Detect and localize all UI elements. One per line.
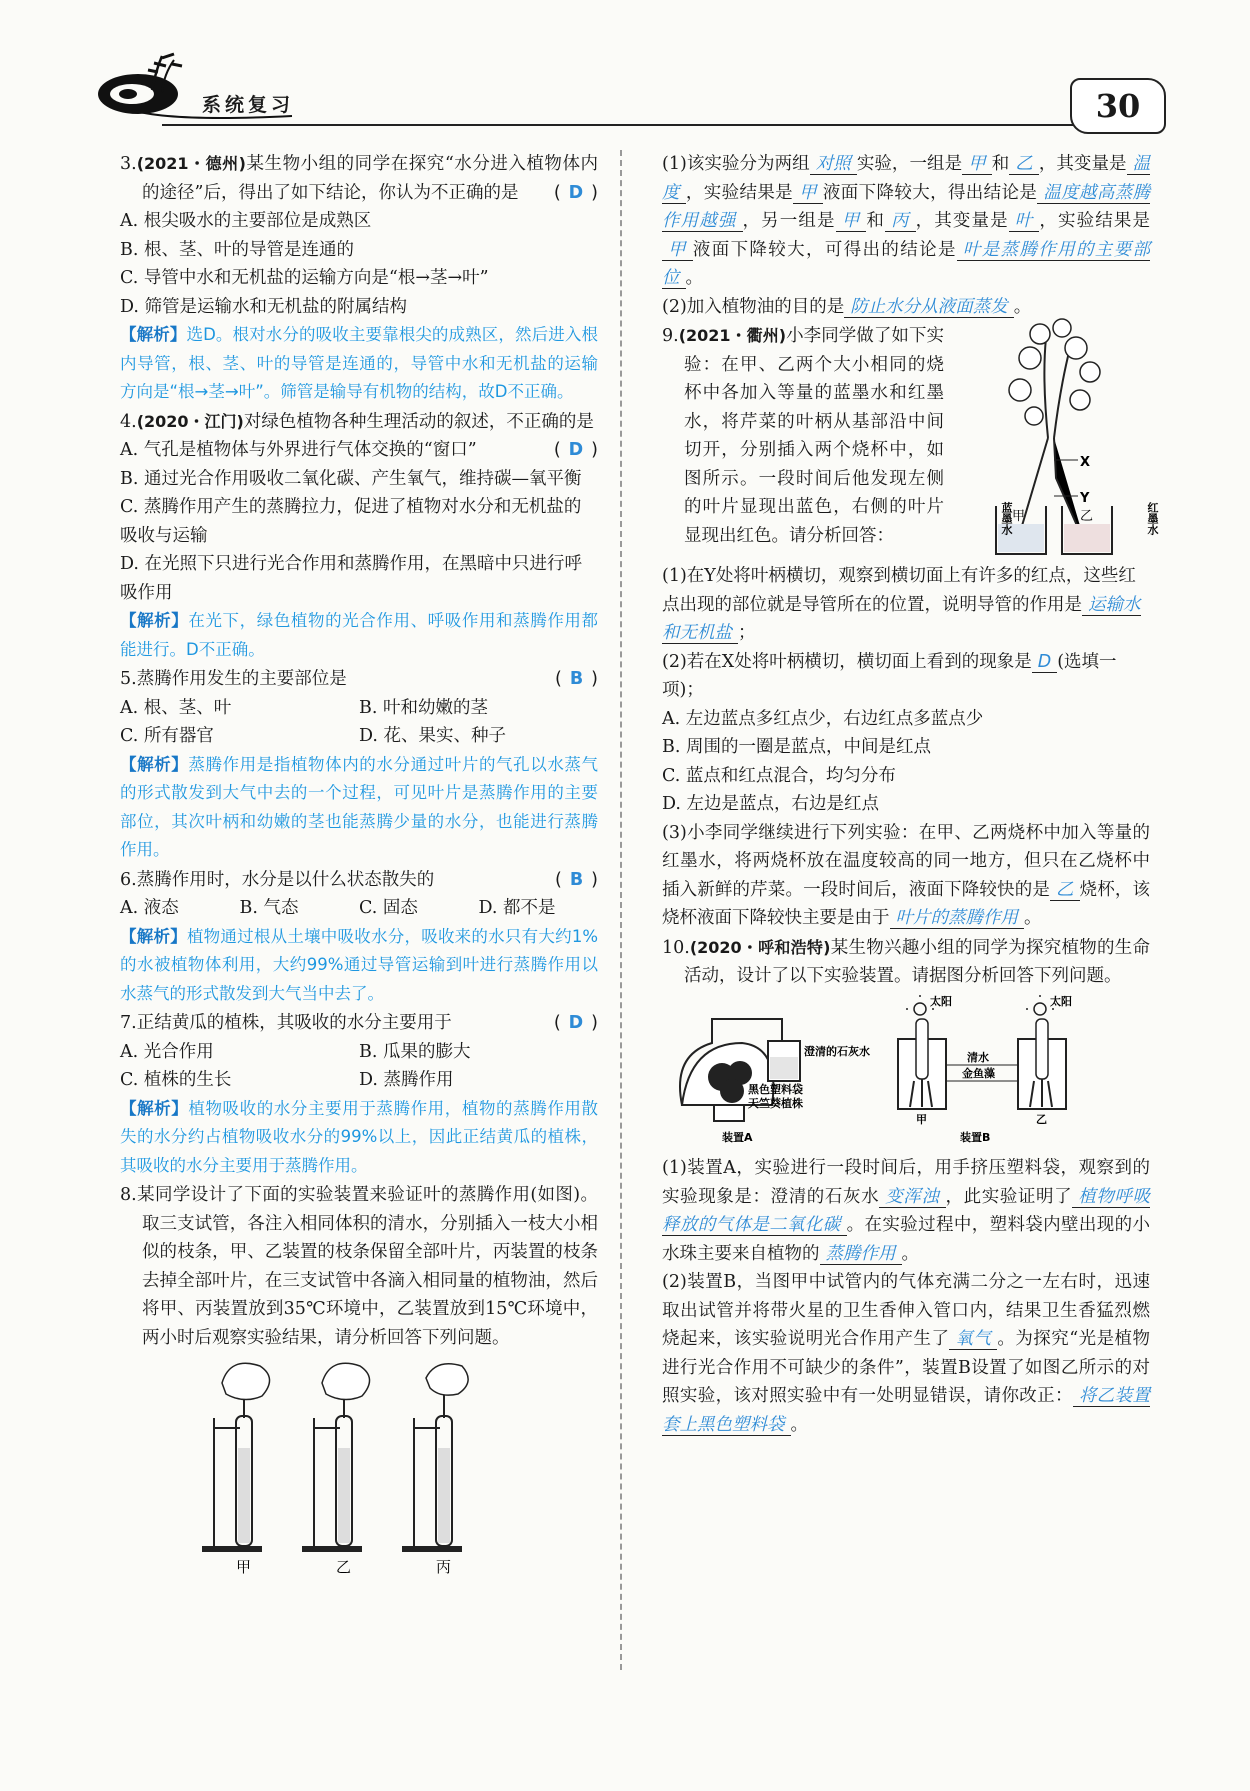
option: A. 光合作用 [120,1041,214,1062]
analysis-text: 选D。根对水分的吸收主要靠根尖的成熟区，然后进入根内导管，根、茎、叶的导管是连通的，导管中水和无机盐的运输方向是“根→茎→叶”。筛管是输导有机物的结构，故D不正确。 [120,325,598,401]
analysis-text: 植物通过根从土壤中吸收水分，吸收来的水只有大约1%的水被植物体利用，大约99%通过导管运输到叶进行蒸腾作用以水蒸气的形式散发到大气当中去了。 [120,926,598,1003]
handwritten-answer: 防止水分从液面蒸发 [844,297,1014,318]
question-text: 对绿色植物各种生理活动的叙述，不正确的是 [243,411,594,432]
handwritten-answer: 变浑浊 [879,1187,945,1208]
analysis [120,923,598,1009]
question-9-part-1 [662,562,1150,648]
blue-ink-label-text: 蓝墨水 [980,502,1013,515]
text: (1)该实验分为两组 [662,154,810,174]
answer-box: ( D ) [553,440,598,460]
option: B. 根、茎、叶的导管是连通的 [120,239,354,260]
text: 液面下降较大，可得出的结论是 [692,239,957,260]
text: (2)若在X处将叶柄横切，横切面上看到的现象是 [662,651,1032,672]
option: D. 蒸腾作用 [359,1070,454,1090]
handwritten-answer: 丙 [885,211,916,232]
text: 和 [866,211,885,231]
text: 液面下降较大，得出结论是 [822,182,1038,203]
option: D. 花、果实、种子 [359,726,507,746]
question-3 [120,150,598,407]
label-x: X [1080,455,1091,470]
question-source: (2021・德州) [136,154,246,173]
option: D. 左边是蓝点，右边是红点 [662,794,880,814]
device-figure [662,995,1132,1145]
text: (2)加入植物油的目的是 [662,296,845,317]
question-number: 3. [120,154,137,174]
question-8-answers [662,150,1150,321]
option: D. 都不是 [478,898,556,918]
question-10-part-1 [662,1154,1150,1268]
header-rule [162,124,1082,126]
text: 和 [991,154,1010,174]
analysis-tag: 【解析】 [120,325,187,344]
question-5 [120,665,598,865]
option: D. 筛管是运输水和无机盐的附属结构 [120,296,408,317]
question-number: 4. [120,411,137,432]
celery-figure [950,318,1159,558]
handwritten-answer: 将乙装置套上黑色塑料袋 [662,1386,1151,1435]
question-source: (2020・江门) [136,411,244,431]
answer: D [568,182,584,203]
device-a [680,1019,870,1144]
question-text: 某同学设计了下面的实验装置来验证叶的蒸腾作用(如图)。取三支试管，各注入相同体积的清水，分别插入一枝大小相似的枝条，甲、乙装置的枝条保留全部叶片，丙装置的枝条去掉全部叶片，在三支试管中各滴入相同量的植物油，然后将甲、丙装置放到35℃环境中，乙装置放到15℃环境中，两小时后观察实验结果，请分析回答下列问题。 [136,1185,598,1348]
analysis [120,1095,598,1181]
question-8 [120,1181,598,1588]
option: A. 根、茎、叶 [120,697,232,718]
red-ink-label [1126,501,1159,536]
option: C. 固态 [359,898,418,918]
text: ，实验结果是 [1039,211,1151,231]
text: ，其变量是 [915,211,1009,231]
question-3-stem [120,150,598,207]
analysis-tag: 【解析】 [120,1098,189,1118]
right-column [662,150,1159,1440]
question-text: 蒸腾作用时，水分是以什么状态散失的 [136,869,435,890]
handwritten-answer: 氧气 [949,1329,997,1350]
sun-label-1: 太阳 [930,994,952,1008]
text: ，实验结果是 [685,182,794,203]
option: A. 气孔是植物体与外界进行气体交换的“窗口” [120,440,477,460]
test-tube-apparatus-yi [302,1363,370,1552]
red-ink-label-text: 红墨水 [1126,502,1159,515]
cup-label-jia: 甲 [1012,509,1026,524]
label-y: Y [1080,491,1090,506]
answer: D [568,440,584,460]
page-header [92,52,1172,132]
analysis [120,607,598,664]
option: B. 周围的一圈是蓝点，中间是红点 [662,737,931,757]
answer: B [569,869,584,890]
question-9 [662,322,1159,933]
text: 烧杯，该烧杯液面下降较快主要是由于 [662,879,1151,928]
text: 实验，一组是 [856,154,963,174]
handwritten-answer: 叶片的蒸腾作用 [890,908,1025,929]
question-10-stem [662,934,1150,991]
test-tube-apparatus-bing [402,1364,468,1552]
option: C. 所有器官 [120,726,214,746]
handwritten-answer: 叶是蒸腾作用的主要部位 [662,239,1151,288]
question-9-part-3 [662,819,1150,933]
cup-label-yi: 乙 [1080,509,1094,524]
text: 。为探究“光是植物进行光合作用不可缺少的条件”，装置B设置了如图乙所示的对照实验，该对照实验中有一处明显错误，请你改正： [662,1329,1151,1406]
handwritten-answer: 温度越高蒸腾作用越强 [662,182,1151,231]
question-9-part-2 [662,648,1150,705]
analysis-text: 在光下，绿色植物的光合作用、呼吸作用和蒸腾作用都能进行。D不正确。 [120,611,599,659]
question-number: 10. [662,937,690,958]
black-bag-label: 黑色塑料袋 [748,1082,803,1096]
handwritten-answer: 甲 [793,183,823,204]
option: A. 根尖吸水的主要部位是成熟区 [120,211,372,231]
option: B. 气态 [239,898,299,918]
limewater-label: 澄清的石灰水 [804,1044,870,1058]
question-source: (2021・衢州) [678,326,787,345]
handwritten-answer: 甲 [662,240,693,261]
option: A. 左边蓝点多红点少，右边红点多蓝点少 [662,708,984,729]
handwritten-answer: 蒸腾作用 [820,1244,902,1265]
plant-label: 天竺葵植株 [748,1096,803,1110]
figure-label-bing: 丙 [436,1558,452,1576]
handwritten-answer: D [1032,652,1057,673]
handwritten-answer: 乙 [1009,154,1039,175]
handwritten-answer: 甲 [836,211,867,232]
question-8-part-1 [662,150,1150,293]
question-text: 某生物小组的同学在探究“水分进入植物体内的途径”后，得出了如下结论，你认为不正确的是 [142,154,598,203]
column-divider [620,150,622,1670]
header-title: 系统复习 [202,94,295,116]
option-row [120,894,598,923]
option: D. 在光照下只进行光合作用和蒸腾作用，在黑暗中只进行呼吸作用 [120,554,583,603]
device-a-label: 装置A [722,1130,753,1144]
option-row [120,722,598,751]
algae-label: 金鱼藻 [962,1066,995,1080]
page-number: 30 [1070,78,1166,134]
analysis-tag: 【解析】 [120,926,187,946]
device-b [898,994,1072,1144]
handwritten-answer: 温度 [662,154,1151,203]
question-number: 8. [120,1185,137,1205]
question-number: 9. [662,326,679,346]
question-source: (2020・呼和浩特) [689,937,831,957]
handwritten-answer: 对照 [810,154,857,175]
answer-box: ( D ) [553,182,598,203]
text: ，其变量是 [1038,154,1127,174]
question-text: 蒸腾作用发生的主要部位是 [136,669,347,689]
analysis [120,321,598,407]
question-8-stem [120,1181,598,1352]
handwritten-answer: 植物呼吸释放的气体是二氧化碳 [662,1186,1151,1235]
analysis-tag: 【解析】 [120,611,189,630]
answer-box: ( B ) [555,869,598,890]
test-tube-figure [200,1358,500,1578]
text: ； [738,623,756,643]
question-6-stem [120,866,598,895]
answer: B [569,669,584,689]
question-text: 小李同学做了如下实验：在甲、乙两个大小相同的烧杯中各加入等量的蓝墨水和红墨水，将芹菜的叶柄从基部沿中间切开，分别插入两个烧杯中，如图所示。一段时间后他发现左侧的叶片显现出蓝色，右侧的叶片显现出红色。请分析回答： [684,326,944,546]
text: (选填一项)； [662,651,1117,700]
option-row [120,694,598,723]
answer: D [568,1013,584,1033]
text: (1)在Y处将叶柄横切，观察到横切面上有许多的红点，这些红点出现的部位就是导管所在的位置，说明导管的作用是 [662,566,1136,615]
device-b-label: 装置B [960,1130,991,1144]
question-10 [662,934,1150,1440]
handwritten-answer: 运输水和无机盐 [662,594,1141,643]
answer-box: ( B ) [555,669,598,689]
sun-label-2: 太阳 [1050,994,1072,1008]
figure-label-jia: 甲 [236,1558,252,1576]
water-label: 清水 [967,1050,989,1064]
text: (1)装置A，实验进行一段时间后，用手挤压塑料袋，观察到的实验现象是：澄清的石灰水 [662,1158,1150,1207]
analysis [120,751,598,865]
analysis-text: 蒸腾作用是指植物体内的水分通过叶片的气孔以水蒸气的形式散发到大气中去的一个过程，可见叶片是蒸腾作用的主要部位，其次叶柄和幼嫩的茎也能蒸腾少量的水分，也能进行蒸腾作用。 [120,754,599,859]
question-7-stem [120,1009,598,1038]
question-4 [120,408,598,665]
analysis-text: 植物吸收的水分主要用于蒸腾作用，植物的蒸腾作用散失的水分约占植物吸收水分的99%以上，因此正结黄瓜的植株，其吸收的水分主要用于蒸腾作用。 [120,1098,599,1175]
text: (3)小李同学继续进行下列实验：在甲、乙两烧杯中加入等量的红墨水，将两烧杯放在温度较高的同一地方，但只在乙烧杯中插入新鲜的芹菜。一段时间后，液面下降较快的是 [662,822,1150,900]
question-text: 正结黄瓜的植株，其吸收的水分主要用于 [136,1013,452,1033]
question-number: 5. [120,669,137,689]
text: 。 [1013,296,1032,317]
option: B. 瓜果的膨大 [359,1041,471,1062]
question-8-part-2 [662,293,1150,322]
text: 。 [1024,908,1042,928]
question-number: 6. [120,869,137,890]
option: C. 蓝点和红点混合，均匀分布 [662,765,896,786]
label-yi: 乙 [1036,1112,1047,1126]
option: B. 通过光合作用吸收二氧化碳、产生氧气，维持碳—氧平衡 [120,468,582,489]
text: ，另一组是 [742,211,836,231]
analysis-tag: 【解析】 [120,754,189,774]
option-row [120,1066,598,1095]
option: C. 植株的生长 [120,1070,232,1090]
figure-label-yi: 乙 [336,1558,352,1576]
text: 。 [901,1243,919,1264]
answer-box: ( D ) [553,1013,598,1033]
handwritten-answer: 甲 [962,154,992,175]
option: B. 叶和幼嫩的茎 [359,697,488,718]
question-10-part-2 [662,1268,1150,1439]
left-column [120,150,598,1589]
question-text: 某生物兴趣小组的同学为探究植物的生命活动，设计了以下实验装置。请据图分析回答下列问题。 [684,937,1150,986]
handwritten-answer: 叶 [1009,211,1040,232]
question-6 [120,866,598,1009]
question-number: 7. [120,1013,137,1033]
text: 。在实验过程中，塑料袋内壁出现的小水珠主要来自植物的 [662,1215,1151,1264]
option: C. 蒸腾作用产生的蒸腾拉力，促进了植物对水分和无机盐的吸收与运输 [120,497,582,546]
question-7 [120,1009,598,1180]
option-row [120,1038,598,1067]
text: 。 [685,268,703,288]
handwritten-answer: 乙 [1050,880,1080,901]
option: C. 导管中水和无机盐的运输方向是“根→茎→叶” [120,268,489,288]
label-jia: 甲 [916,1112,927,1126]
text: 。 [790,1414,808,1435]
text: (2)装置B，当图甲中试管内的气体充满二分之一左右时，迅速取出试管并将带火星的卫生香伸入管口内，结果卫生香猛烈燃烧起来，该实验说明光合作用产生了 [662,1272,1150,1349]
option: A. 液态 [120,898,179,918]
text: ，此实验证明了 [945,1186,1073,1207]
question-5-stem [120,665,598,694]
test-tube-apparatus-jia [202,1363,270,1552]
